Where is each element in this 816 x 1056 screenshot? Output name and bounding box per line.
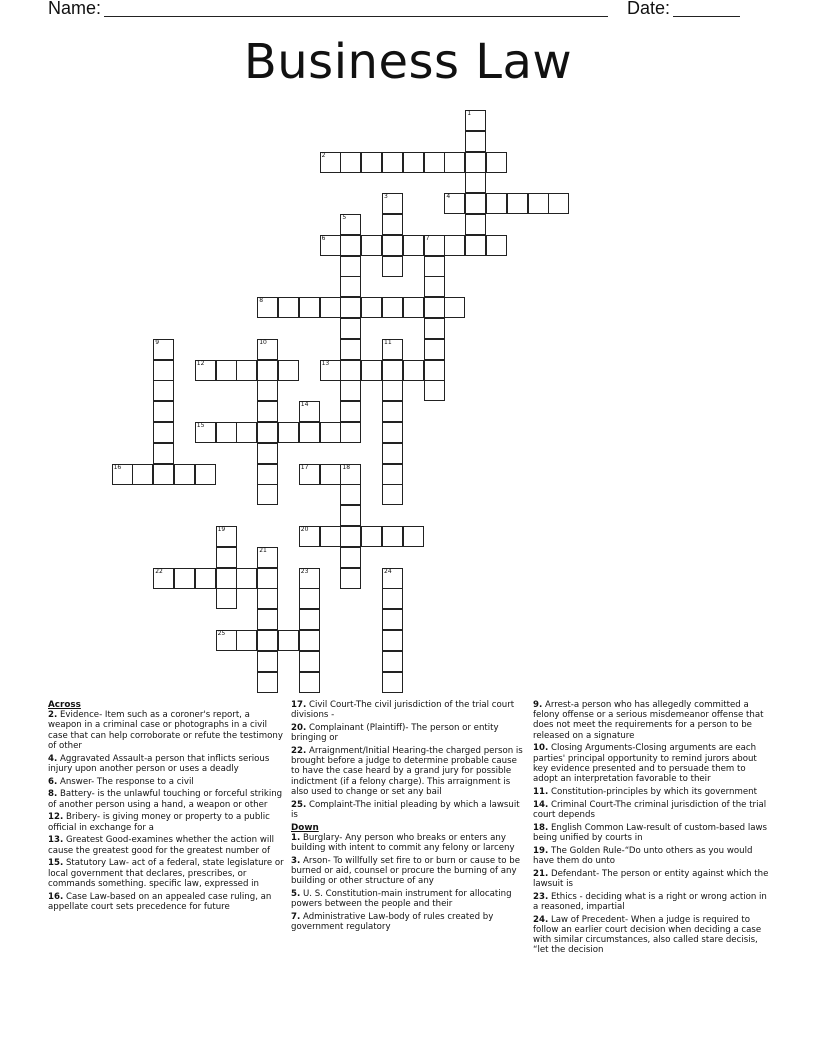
clue-number: 8 xyxy=(259,297,264,305)
clue-number: 1 xyxy=(467,110,472,117)
clue-number: 1. xyxy=(291,832,301,843)
grid-cell[interactable] xyxy=(382,443,403,464)
clue-number: 4. xyxy=(48,753,58,764)
grid-cell[interactable] xyxy=(257,422,278,443)
grid-cell[interactable] xyxy=(174,568,195,589)
grid-cell[interactable] xyxy=(424,152,445,173)
across-clue xyxy=(48,858,284,889)
grid-cell[interactable] xyxy=(340,547,361,568)
grid-cell[interactable] xyxy=(257,651,278,672)
grid-cell[interactable] xyxy=(382,568,403,589)
grid-cell[interactable] xyxy=(340,276,361,297)
grid-cell[interactable] xyxy=(320,235,341,256)
clue-number: 14. xyxy=(533,799,549,810)
grid-cell[interactable] xyxy=(257,630,278,651)
clue-number: 12 xyxy=(196,359,205,367)
clue-number: 17. xyxy=(291,700,307,710)
clue-number: 22 xyxy=(155,567,163,575)
clue-number: 21. xyxy=(533,868,549,879)
grid-cell[interactable] xyxy=(153,380,174,401)
grid-cell[interactable] xyxy=(299,526,320,547)
grid-cell[interactable] xyxy=(382,256,403,277)
down-clue xyxy=(533,800,769,820)
down-clue xyxy=(533,823,769,843)
clue-text: Closing Arguments-Closing arguments are each parties' principal opportunity to remind jurors about key evidence presented and to persuade them to adopt an interpretation favorable to their xyxy=(533,743,757,785)
grid-cell[interactable] xyxy=(424,360,445,381)
clue-number: 24 xyxy=(384,567,392,575)
clue-number: 11. xyxy=(533,786,549,797)
clue-number: 16. xyxy=(48,891,64,902)
clue-text: The Golden Rule-“Do unto others as you would have them do unto xyxy=(533,845,753,866)
grid-cell[interactable] xyxy=(216,360,237,381)
clue-text: Aggravated Assault-a person that inflicts serious injury upon another person or uses a deadly xyxy=(48,753,270,774)
grid-cell[interactable] xyxy=(257,339,278,360)
down-clue xyxy=(291,912,527,932)
grid-cell[interactable] xyxy=(340,526,361,547)
grid-cell[interactable] xyxy=(257,464,278,485)
grid-cell[interactable] xyxy=(486,193,507,214)
grid-cell[interactable] xyxy=(216,526,237,547)
grid-cell[interactable] xyxy=(174,464,195,485)
grid-cell[interactable] xyxy=(257,672,278,693)
grid-cell[interactable] xyxy=(424,235,445,256)
grid-cell[interactable] xyxy=(299,422,320,443)
grid-cell[interactable] xyxy=(299,630,320,651)
across-clue xyxy=(48,777,284,787)
grid-cell[interactable] xyxy=(382,588,403,609)
clue-number: 14 xyxy=(300,401,309,409)
grid-cell[interactable] xyxy=(340,568,361,589)
clue-number: 8. xyxy=(48,789,58,800)
grid-cell[interactable] xyxy=(361,235,382,256)
clue-text: Law of Precedent- When a judge is required to follow an earlier court decision when deciding a case with similar circumstances, also called stare decisis, “let the decision xyxy=(533,914,762,956)
grid-cell[interactable] xyxy=(278,630,299,651)
across-clue xyxy=(48,812,284,832)
clue-number: 5. xyxy=(291,889,301,900)
grid-cell[interactable] xyxy=(340,318,361,339)
grid-cell[interactable] xyxy=(195,568,216,589)
grid-cell[interactable] xyxy=(361,360,382,381)
across-clue xyxy=(48,789,284,809)
grid-cell[interactable] xyxy=(216,568,237,589)
down-clue xyxy=(533,700,769,741)
grid-cell[interactable] xyxy=(382,297,403,318)
clue-text: Statutory Law- act of a federal, state legislature or local government that declares, prescribes, or commands something. specific law, expressed in xyxy=(48,858,284,889)
clue-text: U. S. Constitution-main instrument for allocating powers between the people and their xyxy=(291,889,512,910)
grid-cell[interactable] xyxy=(424,318,445,339)
grid-cell[interactable] xyxy=(216,547,237,568)
grid-cell[interactable] xyxy=(444,152,465,173)
clue-text: Ethics - deciding what is a right or wrong action in a reasoned, impartial xyxy=(533,891,767,912)
grid-cell[interactable] xyxy=(195,360,216,381)
clue-number: 23 xyxy=(300,567,309,575)
grid-cell[interactable] xyxy=(528,193,549,214)
clue-number: 7. xyxy=(291,912,301,923)
grid-cell[interactable] xyxy=(299,568,320,589)
across-clue xyxy=(48,754,284,774)
grid-cell[interactable] xyxy=(257,297,278,318)
clues-column-3 xyxy=(533,700,769,958)
clue-number: 15 xyxy=(196,422,205,429)
grid-cell[interactable] xyxy=(382,422,403,443)
grid-cell[interactable] xyxy=(403,526,424,547)
grid-cell[interactable] xyxy=(278,422,299,443)
grid-cell[interactable] xyxy=(299,672,320,693)
grid-cell[interactable] xyxy=(465,110,486,131)
clue-text: Battery- is the unlawful touching or forceful striking of another person using a hand, a weapon or other xyxy=(48,789,283,810)
grid-cell[interactable] xyxy=(465,193,486,214)
grid-cell[interactable] xyxy=(320,526,341,547)
clue-number: 19. xyxy=(533,845,549,856)
name-field[interactable] xyxy=(104,16,608,17)
grid-cell[interactable] xyxy=(340,464,361,485)
grid-cell[interactable] xyxy=(340,401,361,422)
clue-text: Case Law-based on an appealed case ruling, an appellate court sets precedence for future xyxy=(48,891,272,912)
grid-cell[interactable] xyxy=(465,172,486,193)
grid-cell[interactable] xyxy=(340,256,361,277)
clue-text: Arraignment/Initial Hearing-the charged person is brought before a judge to determine probable cause to have the case heard by a grand jury for possible indictment (if a felony charge). This arraignment is also used to change or set any bail xyxy=(291,746,523,797)
grid-cell[interactable] xyxy=(257,609,278,630)
grid-cell[interactable] xyxy=(195,464,216,485)
clue-number: 20 xyxy=(300,526,309,533)
grid-cell[interactable] xyxy=(548,193,569,214)
page-title: Business Law xyxy=(243,34,573,90)
grid-cell[interactable] xyxy=(465,152,486,173)
grid-cell[interactable] xyxy=(257,484,278,505)
clue-number: 10 xyxy=(259,338,267,346)
grid-cell[interactable] xyxy=(444,297,465,318)
grid-cell[interactable] xyxy=(382,464,403,485)
clue-number: 21 xyxy=(259,546,267,554)
grid-cell[interactable] xyxy=(216,422,237,443)
grid-cell[interactable] xyxy=(153,401,174,422)
grid-cell[interactable] xyxy=(403,235,424,256)
grid-cell[interactable] xyxy=(361,152,382,173)
clue-number: 4 xyxy=(446,193,451,201)
clue-number: 6 xyxy=(321,234,326,242)
grid-cell[interactable] xyxy=(340,214,361,235)
grid-cell[interactable] xyxy=(299,609,320,630)
grid-cell[interactable] xyxy=(299,297,320,318)
grid-cell[interactable] xyxy=(320,422,341,443)
clue-text: Constitution-principles by which its government xyxy=(548,786,757,797)
grid-cell[interactable] xyxy=(424,297,445,318)
clue-number: 25 xyxy=(217,630,226,637)
clue-text: Arson- To willfully set fire to or burn or cause to be burned or aid, counsel or procure the burning of any building or other structure of any xyxy=(291,855,520,887)
grid-cell[interactable] xyxy=(424,256,445,277)
clue-number: 3 xyxy=(384,193,388,201)
clue-number: 24. xyxy=(533,914,549,925)
across-clue xyxy=(291,700,527,720)
grid-cell[interactable] xyxy=(465,214,486,235)
grid-cell[interactable] xyxy=(444,235,465,256)
grid-cell[interactable] xyxy=(340,235,361,256)
clue-number: 2. xyxy=(48,710,58,721)
grid-cell[interactable] xyxy=(216,630,237,651)
grid-cell[interactable] xyxy=(486,152,507,173)
clue-text: Administrative Law-body of rules created by government regulatory xyxy=(291,912,494,933)
down-clue xyxy=(533,892,769,912)
grid-cell[interactable] xyxy=(340,380,361,401)
grid-cell[interactable] xyxy=(257,588,278,609)
grid-cell[interactable] xyxy=(153,422,174,443)
clue-text: Answer- The response to a civil xyxy=(57,776,194,787)
grid-cell[interactable] xyxy=(153,443,174,464)
clue-number: 16 xyxy=(113,463,122,471)
date-field[interactable] xyxy=(673,16,740,17)
grid-cell[interactable] xyxy=(112,464,133,485)
grid-cell[interactable] xyxy=(403,360,424,381)
clue-number: 18 xyxy=(342,463,351,471)
clue-text: Complainant (Plaintiff)- The person or entity bringing or xyxy=(291,723,499,744)
grid-cell[interactable] xyxy=(320,464,341,485)
grid-cell[interactable] xyxy=(424,380,445,401)
across-clue xyxy=(48,892,284,912)
grid-cell[interactable] xyxy=(424,339,445,360)
grid-cell[interactable] xyxy=(236,568,257,589)
grid-cell[interactable] xyxy=(403,152,424,173)
grid-cell[interactable] xyxy=(257,443,278,464)
grid-cell[interactable] xyxy=(257,380,278,401)
clue-number: 12. xyxy=(48,812,64,823)
clue-number: 11 xyxy=(384,338,392,346)
grid-cell[interactable] xyxy=(153,464,174,485)
clue-number: 7 xyxy=(425,234,430,242)
clue-number: 20. xyxy=(291,723,307,733)
grid-cell[interactable] xyxy=(320,152,341,173)
grid-cell[interactable] xyxy=(195,422,216,443)
grid-cell[interactable] xyxy=(403,297,424,318)
clues-column-1 xyxy=(48,700,284,915)
name-label: Name: xyxy=(48,0,102,18)
clue-number: 22. xyxy=(291,746,307,756)
grid-cell[interactable] xyxy=(153,360,174,381)
clue-text: English Common Law-result of custom-based laws being unified by courts in xyxy=(533,822,767,843)
grid-cell[interactable] xyxy=(153,568,174,589)
grid-cell[interactable] xyxy=(382,193,403,214)
grid-cell[interactable] xyxy=(361,297,382,318)
clue-text: Greatest Good-examines whether the action will cause the greatest good for the greatest number of xyxy=(48,835,275,856)
grid-cell[interactable] xyxy=(424,276,445,297)
down-clue xyxy=(533,915,769,956)
across-clue xyxy=(48,835,284,855)
grid-cell[interactable] xyxy=(236,422,257,443)
date-label: Date: xyxy=(627,0,671,18)
grid-cell[interactable] xyxy=(486,235,507,256)
across-clue xyxy=(291,746,527,797)
worksheet-header xyxy=(0,0,816,24)
clue-number: 5 xyxy=(342,214,347,221)
clue-number: 25. xyxy=(291,799,307,810)
clue-text: Burglary- Any person who breaks or enters any building with intent to commit any felony or larceny xyxy=(291,832,515,854)
clue-number: 13 xyxy=(321,359,330,367)
clue-number: 10. xyxy=(533,743,549,754)
clue-text: Evidence- Item such as a coroner's report, a weapon in a criminal case or photographs in a civil case that can help corroborate or refute the testimony of other xyxy=(48,710,283,751)
grid-cell[interactable] xyxy=(340,422,361,443)
grid-cell[interactable] xyxy=(507,193,528,214)
grid-cell[interactable] xyxy=(132,464,153,485)
clue-text: Arrest-a person who has allegedly committed a felony offense or a serious misdemeanor offense that does not meet the requirements for a person to be released on a signature xyxy=(533,700,764,741)
clue-number: 19 xyxy=(217,526,226,533)
down-clue xyxy=(291,889,527,909)
grid-cell[interactable] xyxy=(299,651,320,672)
clue-number: 9 xyxy=(155,338,160,346)
down-clue xyxy=(533,846,769,866)
grid-cell[interactable] xyxy=(257,360,278,381)
clue-text: Criminal Court-The criminal jurisdiction of the trial court depends xyxy=(533,799,767,820)
down-clue xyxy=(291,856,527,887)
grid-cell[interactable] xyxy=(257,568,278,589)
down-clue xyxy=(533,743,769,784)
grid-cell[interactable] xyxy=(340,152,361,173)
clue-number: 2 xyxy=(321,151,326,159)
grid-cell[interactable] xyxy=(299,588,320,609)
grid-cell[interactable] xyxy=(340,339,361,360)
grid-cell[interactable] xyxy=(257,547,278,568)
grid-cell[interactable] xyxy=(444,193,465,214)
clue-number: 15. xyxy=(48,858,64,869)
grid-cell[interactable] xyxy=(340,505,361,526)
grid-cell[interactable] xyxy=(382,672,403,693)
grid-cell[interactable] xyxy=(382,401,403,422)
grid-cell[interactable] xyxy=(361,526,382,547)
grid-cell[interactable] xyxy=(257,401,278,422)
clue-number: 6. xyxy=(48,776,58,787)
grid-cell[interactable] xyxy=(299,401,320,422)
down-clue xyxy=(533,787,769,797)
grid-cell[interactable] xyxy=(153,339,174,360)
across-clue xyxy=(291,723,527,743)
grid-cell[interactable] xyxy=(382,214,403,235)
clue-number: 18. xyxy=(533,822,549,833)
clue-number: 9. xyxy=(533,700,543,710)
down-clue xyxy=(291,833,527,853)
grid-cell[interactable] xyxy=(299,464,320,485)
clue-number: 13. xyxy=(48,835,64,846)
across-clue xyxy=(48,710,284,751)
grid-cell[interactable] xyxy=(382,380,403,401)
grid-cell[interactable] xyxy=(382,651,403,672)
grid-cell[interactable] xyxy=(278,297,299,318)
grid-cell[interactable] xyxy=(340,360,361,381)
clue-text: Bribery- is giving money or property to a public official in exchange for a xyxy=(48,812,270,833)
grid-cell[interactable] xyxy=(236,630,257,651)
grid-cell[interactable] xyxy=(382,526,403,547)
grid-cell[interactable] xyxy=(382,609,403,630)
grid-cell[interactable] xyxy=(340,297,361,318)
grid-cell[interactable] xyxy=(236,360,257,381)
clue-text: Defendant- The person or entity against which the lawsuit is xyxy=(533,868,769,889)
grid-cell[interactable] xyxy=(465,131,486,152)
grid-cell[interactable] xyxy=(382,484,403,505)
grid-cell[interactable] xyxy=(216,588,237,609)
clue-text: Civil Court-The civil jurisdiction of the trial court divisions - xyxy=(291,700,515,721)
across-clue xyxy=(291,800,527,820)
clue-number: 17 xyxy=(300,463,309,471)
grid-cell[interactable] xyxy=(382,360,403,381)
down-clue xyxy=(533,869,769,889)
clues-column-2 xyxy=(291,700,527,935)
down-heading: Down xyxy=(291,822,319,833)
grid-cell[interactable] xyxy=(465,235,486,256)
grid-cell[interactable] xyxy=(320,360,341,381)
grid-cell[interactable] xyxy=(278,360,299,381)
grid-cell[interactable] xyxy=(382,152,403,173)
grid-cell[interactable] xyxy=(382,235,403,256)
across-heading: Across xyxy=(48,700,81,710)
grid-cell[interactable] xyxy=(382,630,403,651)
grid-cell[interactable] xyxy=(320,297,341,318)
clue-number: 3. xyxy=(291,855,301,866)
grid-cell[interactable] xyxy=(382,339,403,360)
grid-cell[interactable] xyxy=(340,484,361,505)
clue-text: Complaint-The initial pleading by which a lawsuit is xyxy=(291,799,520,820)
clue-number: 23. xyxy=(533,891,549,902)
